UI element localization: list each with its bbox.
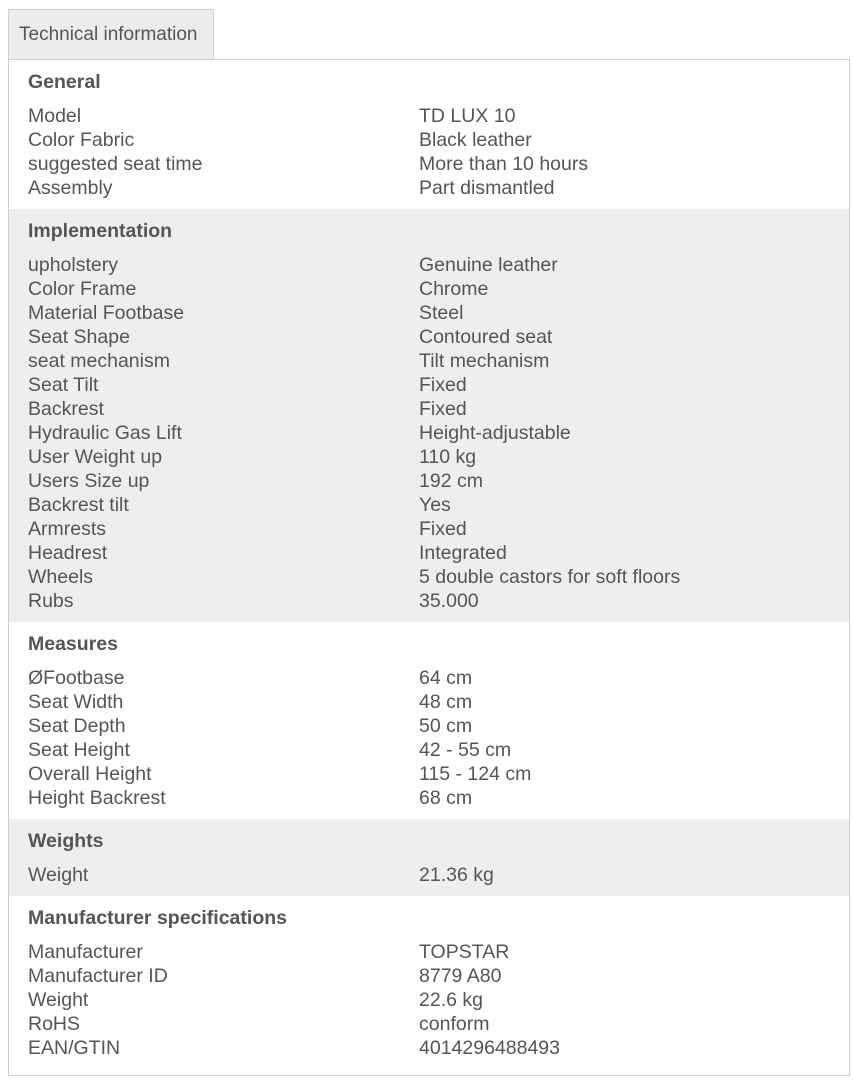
spec-label: Height Backrest: [28, 787, 166, 809]
spec-label: Backrest tilt: [28, 494, 129, 516]
spec-label: Overall Height: [28, 763, 152, 785]
spec-value: 5 double castors for soft floors: [419, 566, 681, 588]
section-title: General: [28, 71, 101, 93]
spec-label: Seat Shape: [28, 326, 130, 348]
section-title: Weights: [28, 830, 104, 852]
spec-row: [9, 541, 849, 565]
spec-row: [9, 762, 849, 786]
spec-row: [9, 714, 849, 738]
spec-value: Height-adjustable: [419, 422, 571, 444]
spec-value: Black leather: [419, 129, 532, 151]
spec-row: [9, 690, 849, 714]
spec-row: [9, 666, 849, 690]
spec-label: Rubs: [28, 590, 74, 612]
spec-row: [9, 253, 849, 277]
spec-value: Tilt mechanism: [419, 350, 550, 372]
spec-label: Seat Depth: [28, 715, 126, 737]
spec-label: Seat Height: [28, 739, 130, 761]
spec-value: 21.36 kg: [419, 864, 494, 886]
spec-value: 48 cm: [419, 691, 473, 713]
spec-label: Hydraulic Gas Lift: [28, 422, 182, 444]
spec-row: [9, 445, 849, 469]
spec-value: 42 - 55 cm: [419, 739, 512, 761]
section-weights: [9, 819, 849, 896]
spec-value: 64 cm: [419, 667, 473, 689]
spec-value: Chrome: [419, 278, 489, 300]
spec-row: [9, 104, 849, 128]
spec-value: TD LUX 10: [419, 105, 516, 127]
spec-value: 35.000: [419, 590, 479, 612]
spec-value: Fixed: [419, 518, 467, 540]
spec-row: [9, 988, 849, 1012]
spec-value: Steel: [419, 302, 464, 324]
spec-value: 8779 A80: [419, 965, 502, 987]
spec-label: Color Frame: [28, 278, 137, 300]
tab-technical-information[interactable]: Technical information: [8, 9, 214, 60]
spec-label: Wheels: [28, 566, 94, 588]
spec-label: Manufacturer: [28, 941, 143, 963]
spec-label: EAN/GTIN: [28, 1037, 121, 1059]
spec-value: Contoured seat: [419, 326, 553, 348]
spec-label: Model: [28, 105, 82, 127]
spec-label: Armrests: [28, 518, 106, 540]
spec-row: [9, 589, 849, 613]
spec-row: [9, 493, 849, 517]
spec-row: [9, 786, 849, 810]
spec-row: [9, 349, 849, 373]
spec-label: User Weight up: [28, 446, 163, 468]
spec-label: Manufacturer ID: [28, 965, 168, 987]
section-manufacturer-specifications: [9, 896, 849, 1069]
spec-row: [9, 152, 849, 176]
spec-row: [9, 863, 849, 887]
section-implementation: [9, 209, 849, 622]
spec-label: Headrest: [28, 542, 108, 564]
spec-label: ØFootbase: [28, 667, 125, 689]
spec-value: 50 cm: [419, 715, 473, 737]
spec-row: [9, 940, 849, 964]
spec-label: Color Fabric: [28, 129, 135, 151]
spec-row: [9, 517, 849, 541]
technical-information-panel: [8, 59, 850, 1076]
spec-value: 22.6 kg: [419, 989, 483, 1011]
spec-row: [9, 469, 849, 493]
spec-row: [9, 1036, 849, 1060]
spec-row: [9, 301, 849, 325]
spec-value: 192 cm: [419, 470, 483, 492]
spec-value: Fixed: [419, 374, 467, 396]
spec-value: 68 cm: [419, 787, 473, 809]
spec-label: seat mechanism: [28, 350, 170, 372]
spec-label: Assembly: [28, 177, 113, 199]
spec-label: Material Footbase: [28, 302, 185, 324]
spec-value: 4014296488493: [419, 1037, 560, 1059]
spec-row: [9, 1012, 849, 1036]
spec-value: TOPSTAR: [419, 941, 510, 963]
spec-value: Integrated: [419, 542, 507, 564]
spec-row: [9, 738, 849, 762]
spec-row: [9, 397, 849, 421]
spec-value: Yes: [419, 494, 451, 516]
spec-value: More than 10 hours: [419, 153, 589, 175]
spec-row: [9, 325, 849, 349]
spec-row: [9, 565, 849, 589]
spec-value: Fixed: [419, 398, 467, 420]
spec-label: Backrest: [28, 398, 104, 420]
spec-value: Part dismantled: [419, 177, 555, 199]
spec-label: RoHS: [28, 1013, 81, 1035]
section-general: [9, 60, 849, 209]
spec-row: [9, 964, 849, 988]
section-title: Implementation: [28, 220, 173, 242]
spec-row: [9, 176, 849, 200]
spec-label: Users Size up: [28, 470, 150, 492]
spec-value: 110 kg: [419, 446, 477, 468]
spec-label: upholstery: [28, 254, 118, 276]
spec-label: Seat Width: [28, 691, 124, 713]
spec-row: [9, 277, 849, 301]
section-title: Measures: [28, 633, 118, 655]
spec-row: [9, 373, 849, 397]
section-measures: [9, 622, 849, 819]
spec-label: Weight: [28, 864, 89, 886]
spec-label: suggested seat time: [28, 153, 203, 175]
spec-row: [9, 128, 849, 152]
spec-value: 115 - 124 cm: [419, 763, 532, 785]
spec-label: Seat Tilt: [28, 374, 99, 396]
spec-value: conform: [419, 1013, 490, 1035]
spec-label: Weight: [28, 989, 89, 1011]
spec-value: Genuine leather: [419, 254, 558, 276]
section-title: Manufacturer specifications: [28, 907, 287, 929]
spec-row: [9, 421, 849, 445]
